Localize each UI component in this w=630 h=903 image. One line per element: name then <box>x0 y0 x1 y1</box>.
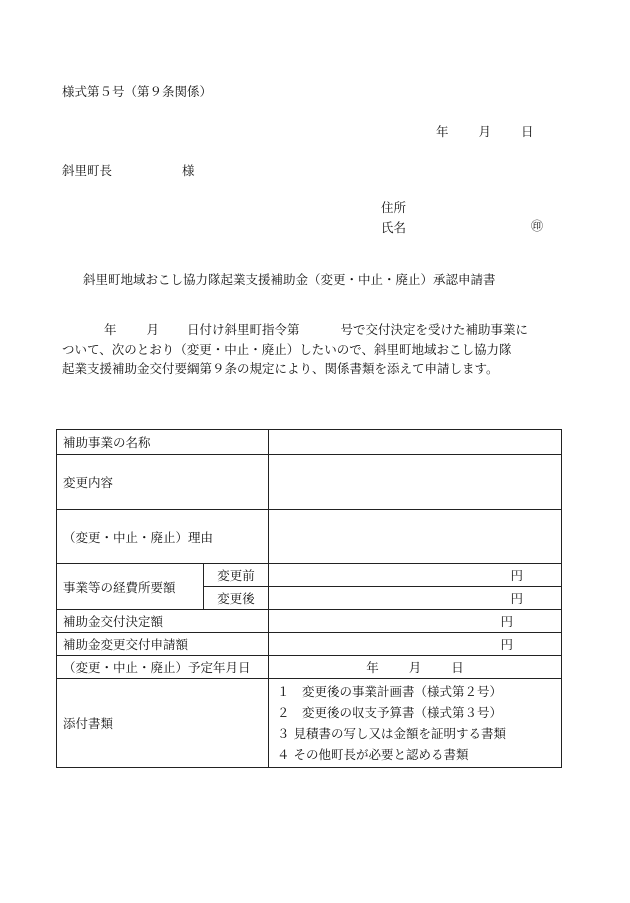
yen-unit: 円 <box>500 614 514 629</box>
body-line-1 <box>62 320 562 340</box>
decided-amount-field[interactable] <box>269 610 562 633</box>
project-name-field[interactable] <box>269 430 562 455</box>
table-row <box>57 633 562 656</box>
table-row <box>57 564 562 587</box>
body-line-1-rest: 号で交付決定を受けた補助事業に <box>340 322 529 337</box>
table-row <box>57 430 562 455</box>
application-table <box>56 429 562 768</box>
date-month-label: 月 <box>478 124 492 139</box>
before-change-amount[interactable] <box>269 564 562 587</box>
sched-day: 日 <box>451 660 464 675</box>
table-row <box>57 679 562 768</box>
body-month: 月 <box>146 322 160 337</box>
change-content-label: 変更内容 <box>57 455 269 510</box>
attachments-list <box>269 679 562 768</box>
date-year-label: 年 <box>436 124 449 139</box>
document-title: 斜里町地域おこし協力隊起業支援補助金（変更・中止・廃止）承認申請書 <box>83 272 496 287</box>
sched-month: 月 <box>408 660 422 675</box>
attachment-item: ２ 変更後の収支予算書（様式第３号） <box>277 705 503 720</box>
table-row <box>57 610 562 633</box>
yen-unit: 円 <box>510 591 524 606</box>
seal-mark: ㊞ <box>531 219 544 233</box>
body-text <box>62 320 562 379</box>
sched-year: 年 <box>366 660 379 675</box>
body-order-ref: 日付け斜里町指令第 <box>187 322 300 337</box>
honorific: 様 <box>182 163 195 178</box>
expense-label: 事業等の経費所要額 <box>57 564 204 610</box>
address-label: 住所 <box>381 200 407 215</box>
attachment-item: １ 変更後の事業計画書（様式第２号） <box>277 684 503 699</box>
body-line-3: 起業支援補助金交付要綱第９条の規定により、関係書類を添えて申請します。 <box>62 361 499 376</box>
yen-unit: 円 <box>510 568 524 583</box>
date-day-label: 日 <box>521 124 534 139</box>
reason-field[interactable] <box>269 510 562 564</box>
body-year: 年 <box>104 322 117 337</box>
addressee-name: 斜里町長 <box>62 163 113 178</box>
yen-unit: 円 <box>500 637 514 652</box>
application-date <box>436 122 534 140</box>
project-name-label: 補助事業の名称 <box>57 430 269 455</box>
name-label: 氏名 <box>381 220 407 235</box>
after-change-amount[interactable] <box>269 587 562 610</box>
after-change-label: 変更後 <box>204 587 269 610</box>
body-line-2: ついて、次のとおり（変更・中止・廃止）したいので、斜里町地域おこし協力隊 <box>62 341 512 357</box>
attachment-item: ３ 見積書の写し又は金額を証明する書類 <box>277 726 506 741</box>
attachment-item: ４ その他町長が必要と認める書類 <box>277 747 469 762</box>
table-row <box>57 510 562 564</box>
requested-amount-field[interactable] <box>269 633 562 656</box>
reason-label: （変更・中止・廃止）理由 <box>57 510 269 564</box>
form-number: 様式第５号（第９条関係） <box>62 84 213 99</box>
attachments-label: 添付書類 <box>57 679 269 768</box>
scheduled-date-label: （変更・中止・廃止）予定年月日 <box>57 656 269 679</box>
table-row <box>57 656 562 679</box>
change-content-field[interactable] <box>269 455 562 510</box>
addressee <box>62 161 195 179</box>
before-change-label: 変更前 <box>204 564 269 587</box>
decided-amount-label: 補助金交付決定額 <box>57 610 269 633</box>
requested-amount-label: 補助金変更交付申請額 <box>57 633 269 656</box>
scheduled-date-field[interactable] <box>269 656 562 679</box>
table-row <box>57 455 562 510</box>
